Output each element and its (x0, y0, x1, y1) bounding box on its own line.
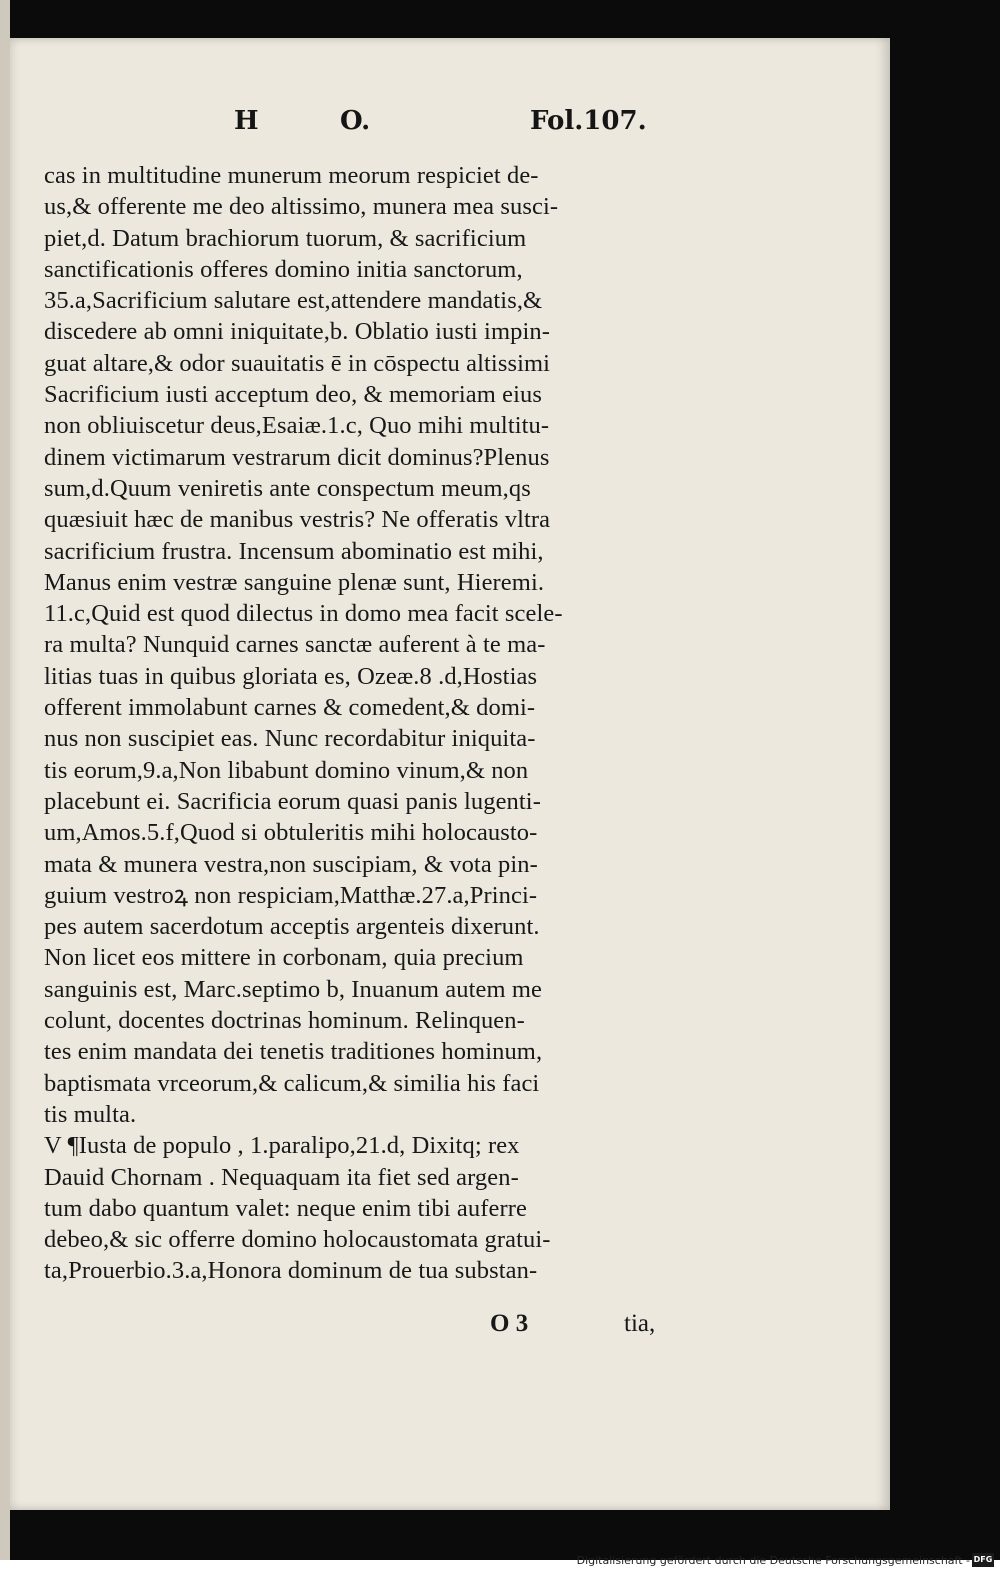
text-line: discedere ab omni iniquitate,b. Oblatio iusti impin- (44, 318, 550, 346)
text-line: baptismata vrceorum,& calicum,& similia his faci (44, 1069, 540, 1097)
running-head (10, 106, 890, 146)
text-line: placebunt ei. Sacrificia eorum quasi panis lugenti- (44, 787, 541, 815)
text-line: dinem victimarum vestrarum dicit dominus?Plenus (44, 443, 550, 471)
text-line: colunt, docentes doctrinas hominum. Relinquen- (44, 1007, 525, 1035)
text-line: piet,d. Datum brachiorum tuorum, & sacrificium (44, 224, 527, 252)
text-line: guium vestroꝝ non respiciam,Matthæ.27.a,Princi- (44, 881, 538, 909)
page-edge (0, 0, 10, 1560)
catchword: tia, (624, 1310, 656, 1337)
dfg-credit-text: Digitalisierung gefördert durch die Deutsche Forschungsgemeinschaft - (576, 1554, 970, 1567)
running-head-center: O. (340, 106, 371, 136)
text-line: nus non suscipiet eas. Nunc recordabitur iniquita- (44, 725, 536, 753)
text-line: tis multa. (44, 1100, 137, 1128)
page-footer (10, 1310, 890, 1344)
running-head-left: H (234, 106, 259, 136)
dfg-logo: DFG (972, 1553, 994, 1567)
folio-number: Fol.107. (530, 106, 647, 136)
text-line: Dauid Chornam . Nequaquam ita fiet sed argen- (44, 1163, 519, 1191)
text-line: ra multa? Nunquid carnes sanctæ auferent à te ma- (44, 631, 546, 659)
body-text (44, 160, 694, 1287)
text-line: offerent immolabunt carnes & comedent,& domi- (44, 694, 536, 722)
book-page (10, 38, 890, 1510)
text-line: Manus enim vestræ sanguine plenæ sunt, Hieremi. (44, 568, 545, 596)
text-line: quæsiuit hæc de manibus vestris? Ne offeratis vltra (44, 506, 551, 534)
text-line: mata & munera vestra,non suscipiam, & vota pin- (44, 850, 538, 878)
text-line: tes enim mandata dei tenetis traditiones hominum, (44, 1038, 543, 1066)
text-line: Sacrificium iusti acceptum deo, & memoriam eius (44, 381, 542, 409)
text-line: sacrificium frustra. Incensum abominatio est mihi, (44, 537, 544, 565)
text-line: tum dabo quantum valet: neque enim tibi auferre (44, 1194, 527, 1222)
text-line: us,& offerente me deo altissimo, munera mea susci- (44, 193, 559, 221)
text-line: 35.a,Sacrificium salutare est,attendere mandatis,& (44, 287, 543, 315)
text-line: pes autem sacerdotum acceptis argenteis dixerunt. (44, 913, 540, 941)
text-line: Non licet eos mittere in corbonam, quia precium (44, 944, 524, 972)
text-line: debeo,& sic offerre domino holocaustomata gratui- (44, 1226, 551, 1254)
text-line: guat altare,& odor suauitatis ē in cōspectu altissimi (44, 349, 551, 377)
text-line: ta,Prouerbio.3.a,Honora dominum de tua substan- (44, 1257, 538, 1285)
text-line: tis eorum,9.a,Non libabunt domino vinum,& non (44, 756, 529, 784)
text-line: litias tuas in quibus gloriata es, Ozeæ.8 .d,Hostias (44, 662, 538, 690)
text-line: 11.c,Quid est quod dilectus in domo mea facit scele- (44, 600, 563, 628)
text-line: cas in multitudine munerum meorum respiciet de- (44, 162, 539, 189)
text-line: V ¶Iusta de populo , 1.paralipo,21.d, Dixitq; rex (44, 1132, 520, 1160)
text-line: um,Amos.5.f,Quod si obtuleritis mihi holocausto- (44, 819, 538, 847)
text-line: sanguinis est, Marc.septimo b, Inuanum autem me (44, 975, 543, 1003)
signature-mark: O 3 (490, 1310, 529, 1337)
text-line: sanctificationis offeres domino initia sanctorum, (44, 255, 523, 283)
text-line: sum,d.Quum veniretis ante conspectum meum,qs (44, 474, 531, 502)
text-line: non obliuiscetur deus,Esaiæ.1.c, Quo mihi multitu- (44, 412, 550, 440)
